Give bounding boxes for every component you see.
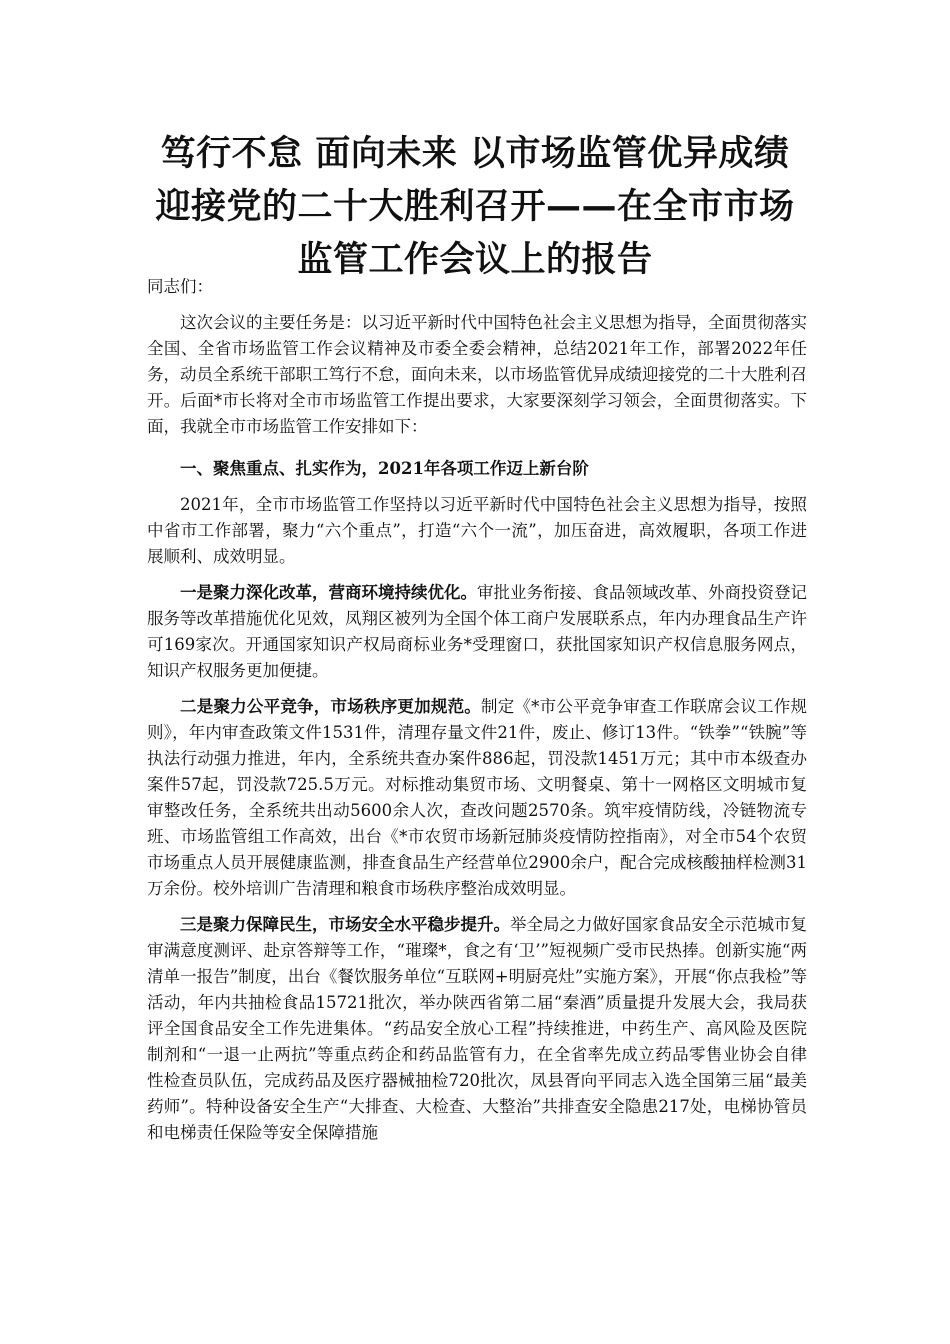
point-1-paragraph xyxy=(147,580,807,684)
point-2-text: 制定《*市公平竞争审查工作联席会议工作规则》，年内审查政策文件1531件，清理存量文件21件，废止、修订13件。“铁拳”“铁腕”等执法行动强力推进，年内，全系统共查办案件886起，罚没款1451万元；其中市本级查办案件57起，罚没款725.5万元。对标推动集贸市场、文明餐桌、第十一网格区文明城市复审整改任务，全系统共出动5600余人次，查改问题2570条。筑牢疫情防线，冷链物流专班、市场监管组工作高效，出台《*市农贸市场新冠肺炎疫情防控指南》，对全市54个农贸市场重点人员开展健康监测，排查食品生产经营单位2900余户，配合完成核酸抽样检测31万余份。校外培训广告清理和粮食市场秩序整治成效明显。 xyxy=(147,697,808,898)
intro-paragraph: 这次会议的主要任务是：以习近平新时代中国特色社会主义思想为指导，全面贯彻落实全国、全省市场监管工作会议精神及市委全委会精神，总结2021年工作，部署2022年任务，动员全系统干部职工笃行不怠，面向未来，以市场监管优异成绩迎接党的二十大胜利召开。后面*市长将对全市市场监管工作提出要求，大家要深刻学习领会，全面贯彻落实。下面，我就全市市场监管工作安排如下： xyxy=(147,313,807,436)
section-heading: 一、聚焦重点、扎实作为，2021年各项工作迈上新台阶 xyxy=(180,459,589,478)
point-1-lead: 一是聚力深化改革，营商环境持续优化。 xyxy=(180,583,477,602)
title-line-3: 监管工作会议上的报告 xyxy=(297,240,653,280)
title-line-2: 迎接党的二十大胜利召开——在全市市场 xyxy=(155,187,795,227)
title-line-1: 笃行不怠 面向未来 以市场监管优异成绩 xyxy=(160,134,790,174)
point-2-paragraph xyxy=(147,694,807,902)
point-1-text: 审批业务衔接、食品领域改革、外商投资登记服务等改革措施优化见效，凤翔区被列为全国个体工商户发展联系点，年内办理食品生产许可169家次。开通国家知识产权局商标业务*受理窗口，获批国家知识产权信息服务网点，知识产权服务更加便捷。 xyxy=(147,583,807,680)
salutation: 同志们： xyxy=(147,277,213,296)
document-title xyxy=(120,128,830,287)
section-intro-paragraph: 2021年，全市市场监管工作坚持以习近平新时代中国特色社会主义思想为指导，按照中省市工作部署，聚力“六个重点”，打造“六个一流”，加压奋进，高效履职，各项工作进展顺利、成效明显。 xyxy=(147,495,807,566)
point-3-lead: 三是聚力保障民生，市场安全水平稳步提升。 xyxy=(180,915,510,934)
document-body xyxy=(147,274,807,1146)
point-2-lead: 二是聚力公平竞争，市场秩序更加规范。 xyxy=(180,697,482,716)
point-3-text: 举全局之力做好国家食品安全示范城市复审满意度测评、赴京答辩等工作，“璀璨*，食之有‘卫’”短视频广受市民热捧。创新实施“两清单一报告”制度，出台《餐饮服务单位“互联网+明厨亮灶”实施方案》，开展“你点我检”等活动，年内共抽检食品15721批次，举办陕西省第二届“秦酒”质量提升发展大会，我局获评全国食品安全工作先进集体。“药品安全放心工程”持续推进，中药生产、高风险及医院制剂和“一退一止两抗”等重点药企和药品监管有力，在全省率先成立药品零售业协会自律性检查员队伍，完成药品及医疗器械抽检720批次，凤县胥向平同志入选全国第三届“最美药师”。特种设备安全生产“大排查、大检查、大整治”共排查安全隐患217处，电梯协管员和电梯责任保险等安全保障措施 xyxy=(147,915,807,1142)
point-3-paragraph xyxy=(147,912,807,1146)
